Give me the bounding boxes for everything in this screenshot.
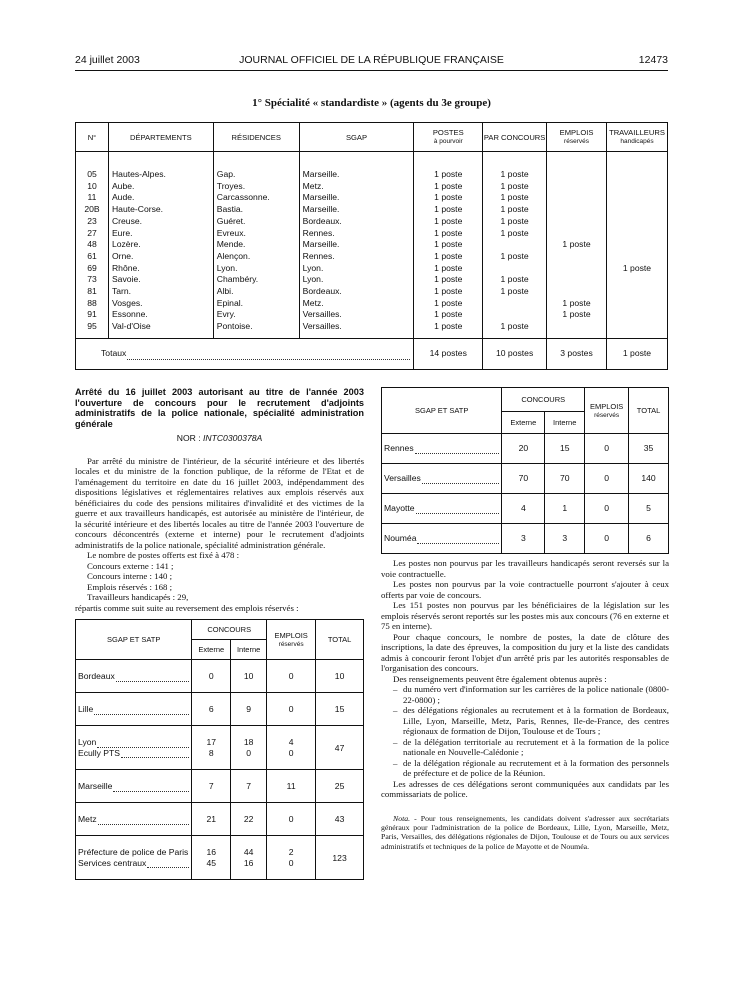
table-row (76, 770, 364, 803)
table-row (76, 286, 668, 298)
cell-int: 70 (545, 464, 585, 494)
cell-departement: Rhône. (108, 263, 213, 275)
cell-concours: 1 poste (483, 321, 547, 338)
cell-int: 1 (545, 494, 585, 524)
cell-total: 25 (316, 770, 364, 803)
totals-row (76, 338, 668, 369)
cell-travailleurs (606, 216, 667, 228)
table-row (76, 239, 668, 251)
nor-reference: NOR : INTC0300378A (176, 433, 263, 444)
cell-sgap (76, 803, 192, 836)
cell-total: 6 (629, 524, 669, 554)
cell-departement: Vosges. (108, 298, 213, 310)
cell-concours: 1 poste (483, 228, 547, 240)
total-concours: 10 postes (483, 338, 547, 369)
cell-num: 81 (76, 286, 109, 298)
cell-value: 17 (206, 737, 217, 748)
cell-residence: Chambéry. (213, 274, 299, 286)
list-item: – du numéro vert d'information sur les carrières de la police nationale (0800-22-0800) ; (393, 684, 669, 705)
cell-emp: 0 (585, 464, 629, 494)
cell-sgap: Rennes. (299, 251, 414, 263)
paragraph: Les postes non pourvus par la voie contractuelle pourront s'ajouter à ceux offerts par voie de concours. (381, 579, 669, 600)
cell-postes: 1 poste (414, 152, 483, 181)
cell-int (231, 726, 267, 770)
cell-travailleurs (606, 298, 667, 310)
cell-emplois (547, 274, 607, 286)
cell-residence: Lyon. (213, 263, 299, 275)
cell-value: 8 (208, 747, 214, 758)
cell-emp: 0 (585, 524, 629, 554)
cell-residence: Evry. (213, 309, 299, 321)
table-row (76, 216, 668, 228)
cell-concours: 1 poste (483, 152, 547, 181)
cell-emplois: 1 poste (547, 239, 607, 251)
col-header-concours: CONCOURS (502, 388, 585, 412)
row-label: Nouméa (384, 533, 417, 544)
cell-emplois: 1 poste (547, 298, 607, 310)
col-header-total: TOTAL (629, 388, 669, 434)
posts-line: Concours interne : 140 ; (87, 571, 173, 582)
row-label: Services centraux (78, 857, 147, 868)
cell-residence: Epinal. (213, 298, 299, 310)
cell-concours (483, 298, 547, 310)
list-item: – des délégations régionales au recrutement et à la formation de Bordeaux, Lille, Lyon, Marseille, Metz, Paris, Rennes, Ile-de-France, des centres régionaux de formation de Dijon, Toulouse et de Tours ; (393, 705, 669, 737)
cell-emplois (547, 263, 607, 275)
cell-value: 0 (246, 747, 252, 758)
cell-residence: Albi. (213, 286, 299, 298)
cell-postes: 1 poste (414, 216, 483, 228)
cell-sgap (382, 524, 502, 554)
repartition-line: répartis comme suit suite au reversement des emplois réservés : (75, 602, 299, 613)
sgap-table-1 (75, 619, 364, 880)
row-label: Lyon (78, 737, 97, 748)
cell-concours (483, 309, 547, 321)
cell-postes: 1 poste (414, 204, 483, 216)
cell-postes: 1 poste (414, 181, 483, 193)
col-header-par-concours: PAR CONCOURS (483, 123, 547, 152)
cell-sgap (382, 434, 502, 464)
section-title: 1° Spécialité « standardiste » (agents du 3e groupe) (252, 97, 491, 109)
cell-value: 0 (288, 857, 294, 868)
right-column (381, 387, 669, 851)
cell-sgap: Lyon. (299, 274, 414, 286)
cell-postes: 1 poste (414, 263, 483, 275)
cell-departement: Val-d'Oise (108, 321, 213, 338)
cell-int (231, 660, 267, 693)
cell-emplois (547, 251, 607, 263)
table-row (76, 298, 668, 310)
cell-value: 21 (206, 814, 217, 825)
cell-int (231, 770, 267, 803)
col-header-emplois: EMPLOIS réservés (547, 123, 607, 152)
cell-travailleurs (606, 239, 667, 251)
cell-num: 61 (76, 251, 109, 263)
col-header-departements: DÉPARTEMENTS (108, 123, 213, 152)
cell-emp (267, 836, 316, 880)
cell-num: 95 (76, 321, 109, 338)
cell-concours (483, 263, 547, 275)
cell-value: 10 (243, 671, 254, 682)
cell-concours: 1 poste (483, 216, 547, 228)
totals-label: Totaux (76, 338, 414, 369)
cell-total: 140 (629, 464, 669, 494)
table-row (76, 251, 668, 263)
header-rule (75, 70, 668, 71)
cell-travailleurs: 1 poste (606, 263, 667, 275)
cell-concours: 1 poste (483, 274, 547, 286)
list-item: – de la délégation territoriale au recrutement et à la formation de la police nationale en Nouvelle-Calédonie ; (393, 737, 669, 758)
table-row (76, 204, 668, 216)
cell-sgap: Marseille. (299, 192, 414, 204)
cell-sgap: Metz. (299, 298, 414, 310)
table-row (76, 309, 668, 321)
cell-emp (267, 726, 316, 770)
cell-concours: 1 poste (483, 286, 547, 298)
cell-postes: 1 poste (414, 286, 483, 298)
cell-residence: Gap. (213, 152, 299, 181)
cell-sgap: Marseille. (299, 239, 414, 251)
list-item: – de la délégation régionale au recrutement et à la formation des personnels de préfecture et de police de la Réunion. (393, 758, 669, 779)
table-row (76, 181, 668, 193)
row-label: Mayotte (384, 503, 415, 514)
cell-postes: 1 poste (414, 239, 483, 251)
cell-residence: Pontoise. (213, 321, 299, 338)
row-label: Préfecture de police de Paris (78, 847, 189, 858)
cell-concours (483, 239, 547, 251)
paragraph: Les 151 postes non pourvus par les bénéficiaires de la législation sur les emplois réservés seront reportés sur les postes mis aux concours (76 en externe et 75 en interne). (381, 600, 669, 631)
table-row (76, 152, 668, 181)
cell-ext: 20 (502, 434, 545, 464)
row-label: Ecully PTS (78, 747, 121, 758)
cell-concours: 1 poste (483, 251, 547, 263)
cell-value: 45 (206, 857, 217, 868)
cell-emp: 0 (585, 434, 629, 464)
cell-value: 2 (288, 847, 294, 858)
table-row (382, 434, 669, 464)
cell-ext (192, 660, 231, 693)
cell-num: 05 (76, 152, 109, 181)
cell-num: 88 (76, 298, 109, 310)
left-column (75, 387, 364, 880)
cell-value: 7 (208, 781, 214, 792)
cell-int: 3 (545, 524, 585, 554)
row-label: Versailles (384, 473, 421, 484)
cell-value: 16 (206, 847, 217, 858)
cell-travailleurs (606, 274, 667, 286)
cell-concours: 1 poste (483, 192, 547, 204)
cell-sgap (382, 464, 502, 494)
cell-value: 9 (246, 704, 252, 715)
cell-departement: Hautes-Alpes. (108, 152, 213, 181)
posts-line: Concours externe : 141 ; (87, 560, 174, 571)
cell-residence: Guéret. (213, 216, 299, 228)
col-header-sgap-satp: SGAP ET SATP (76, 620, 192, 660)
cell-travailleurs (606, 251, 667, 263)
cell-value: 11 (286, 781, 296, 792)
cell-value: 22 (243, 814, 254, 825)
header-date: 24 juillet 2003 (75, 54, 140, 66)
header-journal-title: JOURNAL OFFICIEL DE LA RÉPUBLIQUE FRANÇAISE (239, 54, 504, 66)
col-header-postes: POSTES à pourvoir (414, 123, 483, 152)
table-row (76, 803, 364, 836)
cell-ext (192, 726, 231, 770)
cell-emplois: 1 poste (547, 309, 607, 321)
row-label: Lille (78, 704, 94, 715)
cell-ext: 4 (502, 494, 545, 524)
col-header-interne: Interne (545, 412, 585, 434)
cell-sgap: Marseille. (299, 204, 414, 216)
cell-departement: Creuse. (108, 216, 213, 228)
col-header-sgap: SGAP (299, 123, 414, 152)
row-label: Metz (78, 814, 97, 825)
cell-departement: Tarn. (108, 286, 213, 298)
table-row (76, 274, 668, 286)
cell-residence: Troyes. (213, 181, 299, 193)
cell-departement: Essonne. (108, 309, 213, 321)
row-label: Rennes (384, 443, 414, 454)
header-page-number: 12473 (638, 54, 668, 66)
cell-postes: 1 poste (414, 192, 483, 204)
cell-ext (192, 803, 231, 836)
decree-paragraph: Par arrêté du ministre de l'intérieur, de la sécurité intérieure et des libertés locales et du ministre de la fonction publique, de la réforme de l'Etat et de l'aménagement du territoire en date du 16 juillet 2003, indépendamment des dispositions législatives et réglementaires relatives aux emplois réservés aux bénéficiaires du code des pensions militaires d'invalidité et des victimes de la guerre et aux travailleurs handicapés, est autorisée au ministère de l'intérieur, de la sécurité intérieure et des libertés locales au titre de l'année 2003 l'ouverture de concours déconcentrés (externe et interne) pour le recrutement d'adjoints administratifs de la police nationale, spécialité administration générale. (75, 455, 364, 550)
table-body (76, 660, 364, 880)
cell-sgap: Versailles. (299, 309, 414, 321)
cell-total: 10 (316, 660, 364, 693)
paragraph: Les postes non pourvus par les travailleurs handicapés seront reversés sur la voie contractuelle. (381, 558, 669, 579)
cell-sgap: Marseille. (299, 152, 414, 181)
cell-sgap (76, 660, 192, 693)
cell-value: 0 (288, 814, 294, 825)
row-label: Bordeaux (78, 671, 115, 682)
cell-total: 5 (629, 494, 669, 524)
cell-emp (267, 803, 316, 836)
cell-concours: 1 poste (483, 181, 547, 193)
cell-value: 7 (246, 781, 252, 792)
cell-sgap: Lyon. (299, 263, 414, 275)
cell-emplois (547, 321, 607, 338)
standardiste-table (75, 122, 668, 370)
posts-line: Travailleurs handicapés : 29, (87, 592, 189, 603)
table-row (76, 192, 668, 204)
cell-ext: 3 (502, 524, 545, 554)
col-header-interne: Interne (231, 640, 267, 660)
table-row (76, 228, 668, 240)
body-text (381, 558, 669, 851)
cell-sgap: Bordeaux. (299, 216, 414, 228)
cell-emp (267, 770, 316, 803)
cell-sgap: Rennes. (299, 228, 414, 240)
cell-travailleurs (606, 204, 667, 216)
cell-residence: Mende. (213, 239, 299, 251)
table-row (76, 726, 364, 770)
cell-departement: Aude. (108, 192, 213, 204)
cell-value: 4 (288, 737, 294, 748)
cell-departement: Eure. (108, 228, 213, 240)
col-header-num: N° (76, 123, 109, 152)
cell-departement: Haute-Corse. (108, 204, 213, 216)
cell-emplois (547, 286, 607, 298)
cell-int (231, 836, 267, 880)
cell-sgap (76, 836, 192, 880)
cell-num: 20B (76, 204, 109, 216)
cell-value: 44 (243, 847, 254, 858)
cell-total: 123 (316, 836, 364, 880)
cell-total: 35 (629, 434, 669, 464)
col-header-emplois: EMPLOIS réservés (267, 620, 316, 660)
cell-emplois (547, 204, 607, 216)
cell-int (231, 693, 267, 726)
col-header-concours: CONCOURS (192, 620, 267, 640)
cell-residence: Evreux. (213, 228, 299, 240)
cell-sgap (382, 494, 502, 524)
cell-residence: Alençon. (213, 251, 299, 263)
table-row (76, 321, 668, 338)
cell-int: 15 (545, 434, 585, 464)
cell-num: 91 (76, 309, 109, 321)
page-header (75, 54, 668, 68)
cell-sgap (76, 693, 192, 726)
col-header-externe: Externe (502, 412, 545, 434)
cell-postes: 1 poste (414, 321, 483, 338)
cell-postes: 1 poste (414, 228, 483, 240)
cell-travailleurs (606, 321, 667, 338)
contact-list (381, 684, 669, 779)
cell-total: 43 (316, 803, 364, 836)
cell-emplois (547, 152, 607, 181)
cell-ext (192, 770, 231, 803)
paragraph: Les adresses de ces délégations seront communiquées aux candidats par les commissariats de police. (381, 778, 669, 799)
cell-int (231, 803, 267, 836)
col-header-sgap-satp: SGAP ET SATP (382, 388, 502, 434)
posts-line: Le nombre de postes offerts est fixé à 478 : (87, 550, 240, 561)
cell-sgap: Versailles. (299, 321, 414, 338)
total-travailleurs: 1 poste (606, 338, 667, 369)
cell-ext (192, 693, 231, 726)
decree-title: Arrêté du 16 juillet 2003 autorisant au titre de l'année 2003 l'ouverture de concours pour le recrutement d'adjoints administratifs de la police nationale, spécialité administration générale (75, 387, 364, 429)
cell-emp: 0 (585, 494, 629, 524)
row-label: Marseille (78, 781, 113, 792)
cell-emplois (547, 181, 607, 193)
col-header-externe: Externe (192, 640, 231, 660)
cell-value: 0 (208, 671, 214, 682)
total-postes: 14 postes (414, 338, 483, 369)
cell-num: 73 (76, 274, 109, 286)
cell-num: 23 (76, 216, 109, 228)
col-header-emplois: EMPLOIS réservés (585, 388, 629, 434)
table-row (76, 660, 364, 693)
table-body (76, 152, 668, 339)
cell-emplois (547, 192, 607, 204)
cell-travailleurs (606, 181, 667, 193)
col-header-total: TOTAL (316, 620, 364, 660)
cell-sgap: Bordeaux. (299, 286, 414, 298)
nota-note: Nota. - Pour tous renseignements, les candidats doivent s'adresser aux secrétariats généraux pour l'administration de la police de Bordeaux, Lille, Lyon, Marseille, Metz, Paris, Versailles, des délégations régionales de Dijon, Toulouse et de Tours ou aux services administratifs et techniques de la police de Mayotte et de Nouméa. (381, 813, 669, 851)
table-row (382, 494, 669, 524)
cell-postes: 1 poste (414, 274, 483, 286)
cell-value: 16 (243, 857, 254, 868)
cell-num: 10 (76, 181, 109, 193)
cell-residence: Carcassonne. (213, 192, 299, 204)
cell-postes: 1 poste (414, 309, 483, 321)
col-header-residences: RÉSIDENCES (213, 123, 299, 152)
posts-line: Emplois réservés : 168 ; (87, 581, 173, 592)
cell-num: 69 (76, 263, 109, 275)
paragraph: Pour chaque concours, le nombre de postes, la date de clôture des inscriptions, la date des épreuves, la composition du jury et la liste des candidats admis à concourir feront l'objet d'un arrêté pris par les autorités responsables de l'organisation des concours. (381, 631, 669, 673)
cell-ext (192, 836, 231, 880)
cell-travailleurs (606, 152, 667, 181)
cell-num: 48 (76, 239, 109, 251)
cell-concours: 1 poste (483, 204, 547, 216)
cell-postes: 1 poste (414, 298, 483, 310)
cell-postes: 1 poste (414, 251, 483, 263)
cell-ext: 70 (502, 464, 545, 494)
cell-total: 47 (316, 726, 364, 770)
table-row (76, 693, 364, 726)
cell-travailleurs (606, 192, 667, 204)
table-row (382, 464, 669, 494)
table-row (382, 524, 669, 554)
cell-value: 0 (288, 671, 294, 682)
cell-sgap: Metz. (299, 181, 414, 193)
cell-sgap (76, 770, 192, 803)
cell-travailleurs (606, 309, 667, 321)
cell-travailleurs (606, 286, 667, 298)
cell-departement: Lozère. (108, 239, 213, 251)
cell-value: 0 (288, 747, 294, 758)
cell-departement: Orne. (108, 251, 213, 263)
total-emplois: 3 postes (547, 338, 607, 369)
col-header-travailleurs: TRAVAILLEURS handicapés (606, 123, 667, 152)
cell-value: 6 (208, 704, 214, 715)
cell-residence: Bastia. (213, 204, 299, 216)
table-body (382, 434, 669, 554)
cell-value: 18 (243, 737, 254, 748)
cell-num: 27 (76, 228, 109, 240)
cell-travailleurs (606, 228, 667, 240)
cell-num: 11 (76, 192, 109, 204)
table-row (76, 263, 668, 275)
cell-value: 0 (288, 704, 294, 715)
cell-emplois (547, 216, 607, 228)
cell-total: 15 (316, 693, 364, 726)
cell-emp (267, 660, 316, 693)
cell-sgap (76, 726, 192, 770)
cell-emplois (547, 228, 607, 240)
cell-departement: Savoie. (108, 274, 213, 286)
table-row (76, 836, 364, 880)
sgap-table-2 (381, 387, 669, 554)
paragraph: Des renseignements peuvent être également obtenus auprès : (393, 673, 607, 684)
cell-emp (267, 693, 316, 726)
cell-departement: Aube. (108, 181, 213, 193)
